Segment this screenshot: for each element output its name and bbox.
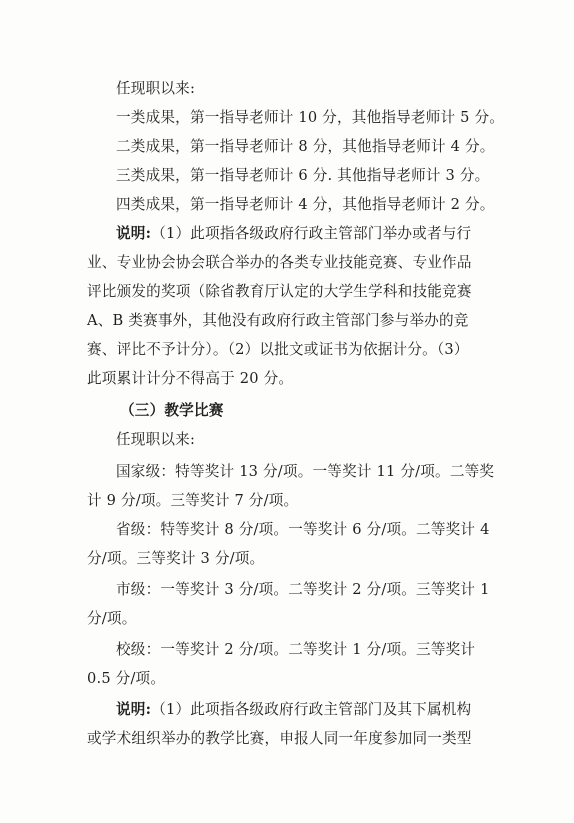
text-line: 市级：一等奖计 3 分/项。二等奖计 2 分/项。三等奖计 1 [116,581,490,598]
text-line: 二类成果，第一指导老师计 8 分，其他指导老师计 4 分。 [116,138,495,155]
text-line: 一类成果，第一指导老师计 10 分，其他指导老师计 5 分。 [116,109,505,126]
text-line: 分/项。三等奖计 3 分/项。 [87,550,265,567]
note-label: 说明: [116,225,152,242]
note-paragraph-line [116,700,471,720]
text-line: 省级：特等奖计 8 分/项。一等奖计 6 分/项。二等奖计 4 [116,521,490,538]
text-line: 此项累计计分不得高于 20 分。 [87,370,294,387]
text-line: 0.5 分/项。 [87,670,166,687]
text-line: 任现职以来: [116,431,196,448]
text-line: 校级：一等奖计 2 分/项。二等奖计 1 分/项。三等奖计 [116,641,476,658]
section-heading: （三）教学比赛 [120,402,224,419]
text-line: 分/项。 [87,610,137,627]
text-line: 评比颁发的奖项（除省教育厅认定的大学生学科和技能竞赛 [87,283,472,300]
text-line: 或学术组织举办的教学比赛，申报人同一年度参加同一类型 [87,730,472,747]
text-line: 国家级：特等奖计 13 分/项。一等奖计 11 分/项。二等奖 [116,463,495,480]
text-line: 赛、评比不予计分）。（2）以批文或证书为依据计分。（3） [87,341,469,358]
text-line: A、B 类赛事外，其他没有政府行政主管部门参与举办的竞 [87,312,469,329]
note-text: （1）此项指各级政府行政主管部门举办或者与行 [151,225,472,242]
text-line: 计 9 分/项。三等奖计 7 分/项。 [87,492,299,509]
text-line: 三类成果，第一指导老师计 6 分. 其他指导老师计 3 分。 [116,167,490,184]
text-line: 业、专业协会协会联合举办的各类专业技能竞赛、专业作品 [87,254,472,271]
note-text: （1）此项指各级政府行政主管部门及其下属机构 [151,701,472,718]
note-label: 说明: [116,701,152,718]
text-line: 任现职以来: [116,80,196,97]
note-paragraph-line [116,224,471,244]
text-line: 四类成果，第一指导老师计 4 分，其他指导老师计 2 分。 [116,196,495,213]
